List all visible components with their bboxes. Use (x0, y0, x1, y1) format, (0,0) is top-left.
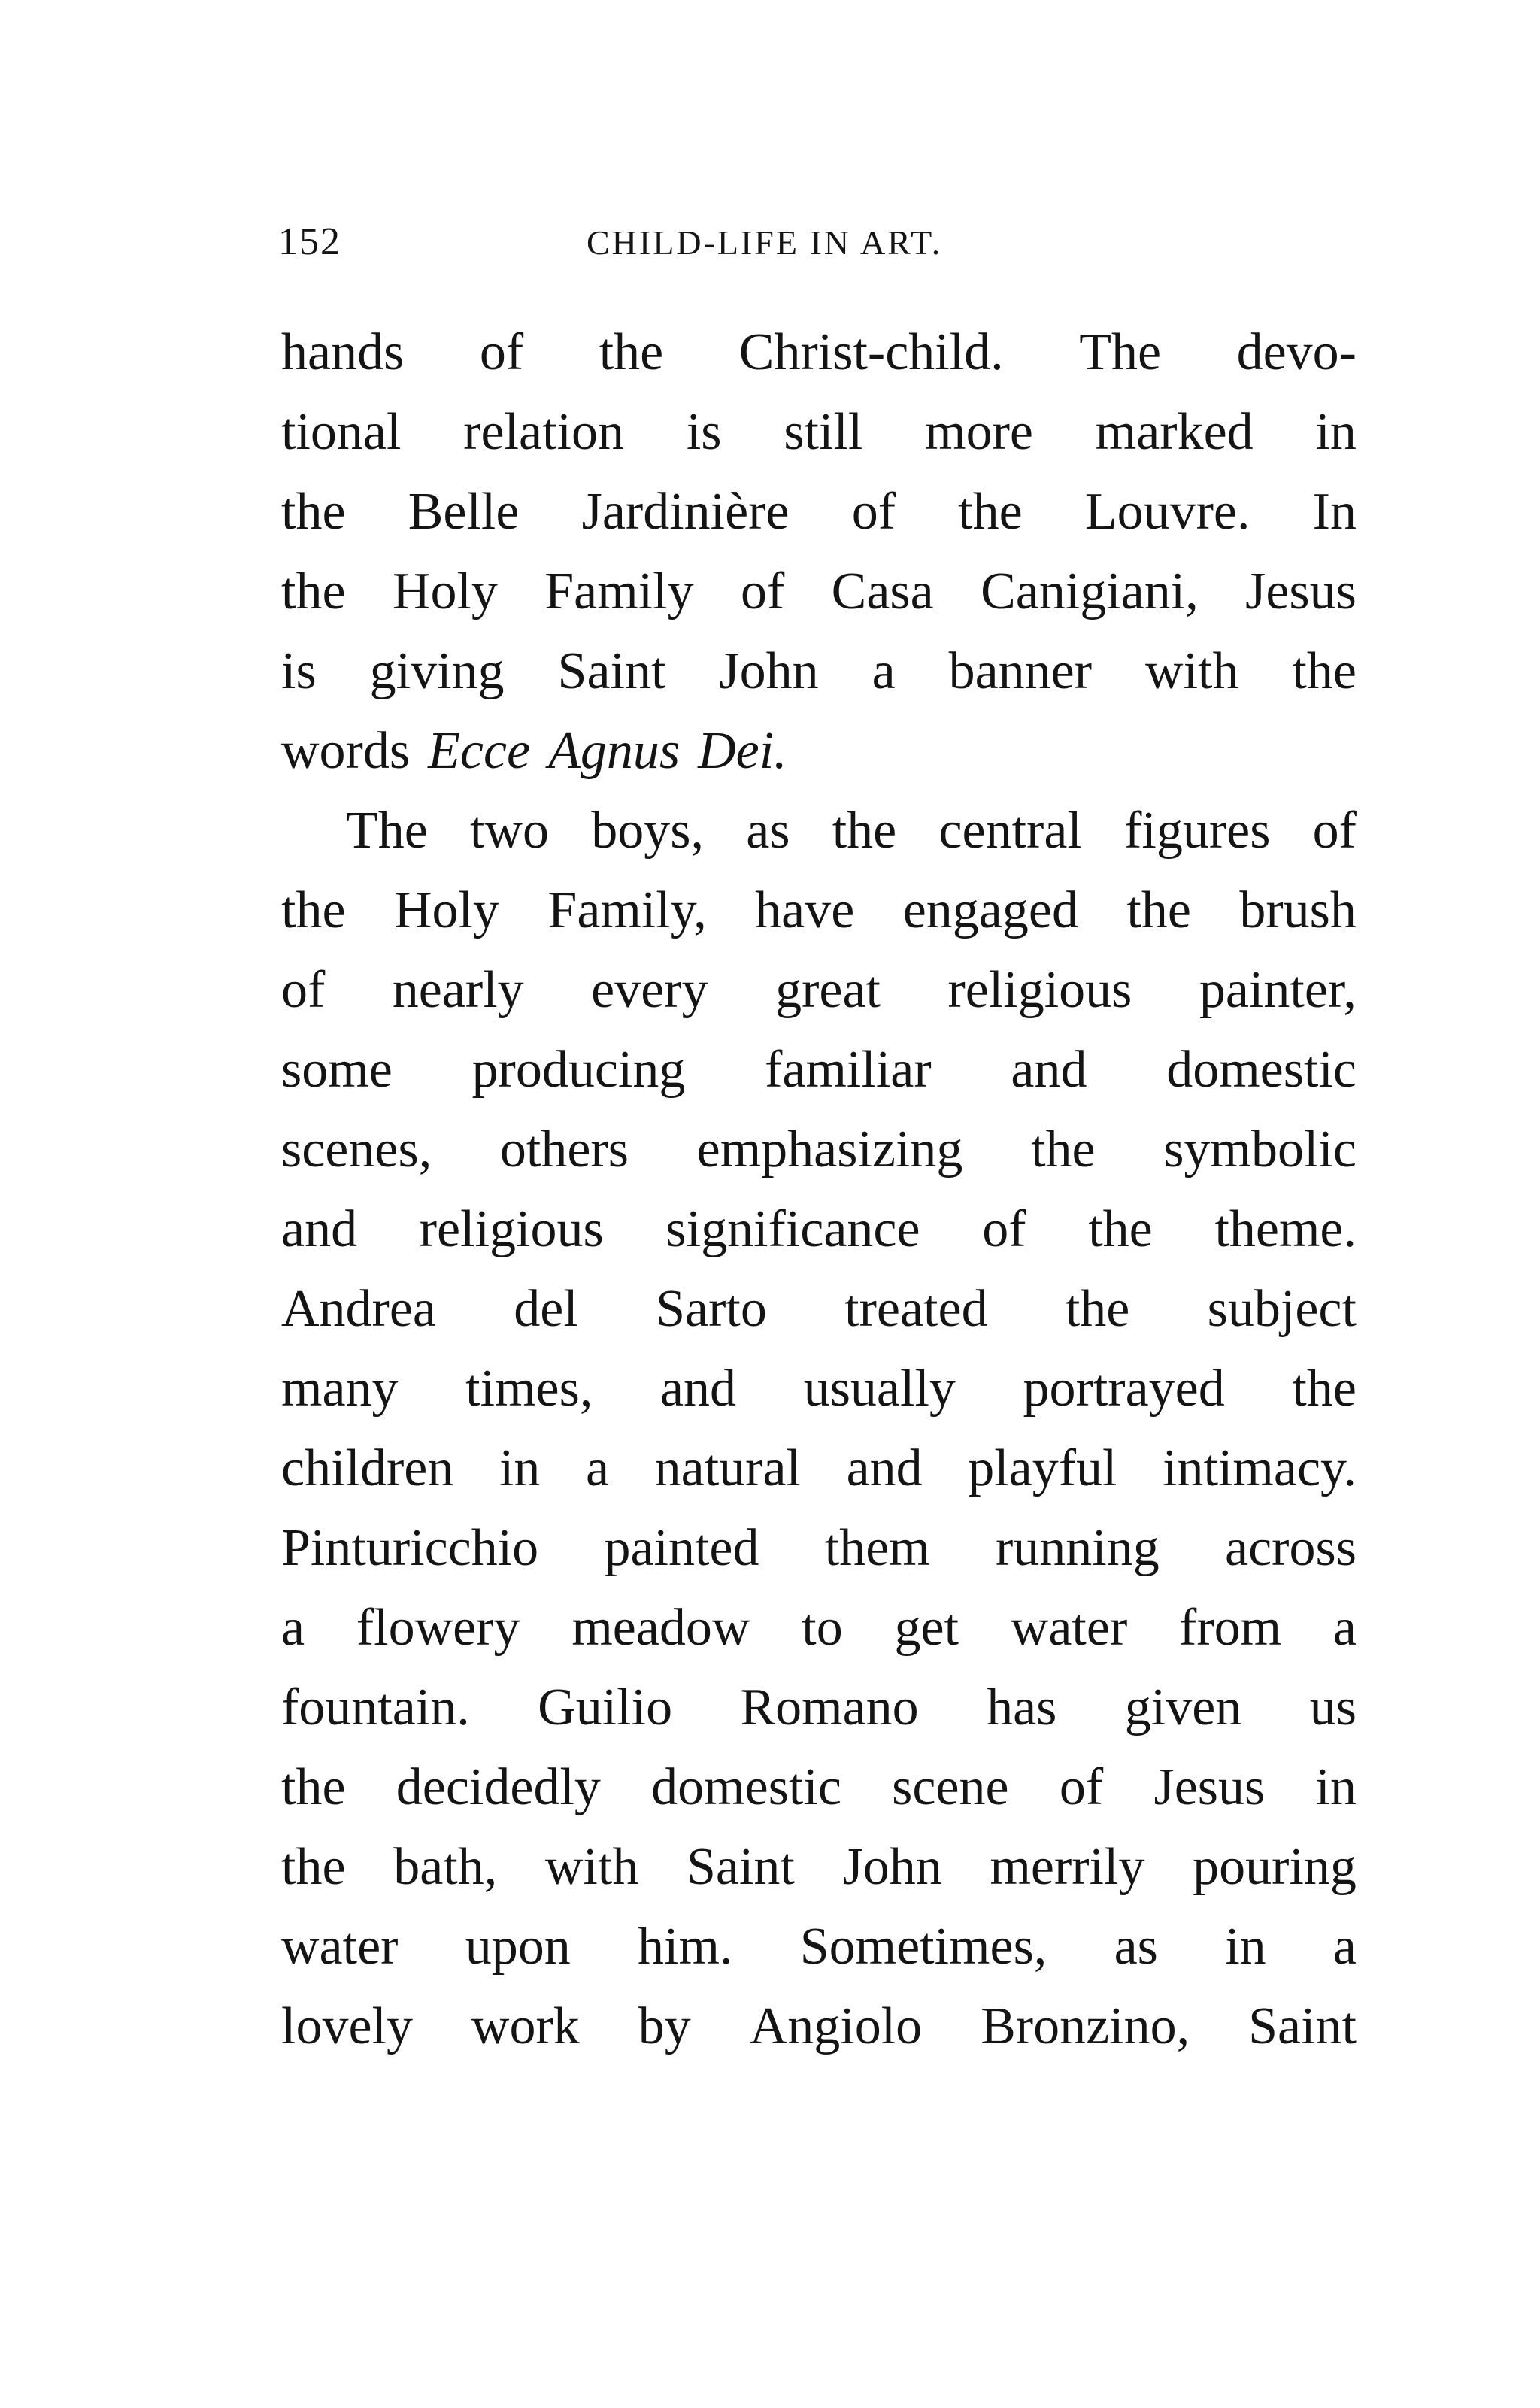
word: symbolic (1163, 1121, 1357, 1178)
word: the (281, 1838, 346, 1896)
word: the (1065, 1280, 1130, 1338)
word: flowery (356, 1599, 520, 1657)
word: merrily (990, 1838, 1145, 1896)
word: still (784, 403, 863, 461)
word: to (802, 1599, 843, 1657)
word: is (281, 642, 317, 700)
word: Andrea (281, 1280, 437, 1338)
word: words (281, 722, 411, 780)
word: across (1225, 1519, 1357, 1577)
word: the (958, 483, 1023, 541)
word: The (346, 802, 428, 860)
word: and (846, 1439, 923, 1497)
word: the (832, 802, 897, 860)
word: in (1315, 403, 1357, 461)
word: subject (1207, 1280, 1357, 1338)
word: Sometimes, (799, 1918, 1047, 1976)
word: Agnus (548, 722, 681, 780)
word: figures (1124, 802, 1271, 860)
word: marked (1095, 403, 1254, 461)
word: Family (544, 563, 694, 620)
text-line (281, 1030, 1357, 1110)
word: a (585, 1439, 610, 1497)
word: two (470, 802, 550, 860)
word: fountain. (281, 1679, 470, 1736)
text-line (281, 1827, 1357, 1907)
word: them (824, 1519, 930, 1577)
word: the (599, 323, 664, 381)
word: devo- (1236, 323, 1357, 381)
word: of (479, 323, 524, 381)
word: Christ-child. (738, 323, 1004, 381)
word: with (1145, 642, 1239, 700)
word: and (281, 1200, 358, 1258)
word: running (996, 1519, 1160, 1577)
word: John (842, 1838, 942, 1896)
word: him. (638, 1918, 733, 1976)
text-line (281, 1668, 1357, 1748)
word: given (1124, 1679, 1242, 1736)
word: Canigiani, (981, 563, 1199, 620)
word: work (471, 1997, 580, 2055)
text-line (281, 1509, 1357, 1588)
word: Jardinière (581, 483, 790, 541)
word: with (544, 1838, 639, 1896)
word: of (982, 1200, 1026, 1258)
text-line (281, 632, 1357, 711)
word: theme. (1214, 1200, 1357, 1258)
word: Jesus (1153, 1758, 1266, 1816)
word: the (1031, 1121, 1096, 1178)
word: Ecce (428, 722, 531, 780)
word: emphasizing (696, 1121, 963, 1178)
word: us (1309, 1679, 1357, 1736)
word: the (281, 1758, 346, 1816)
word: treated (844, 1280, 988, 1338)
word: get (894, 1599, 959, 1657)
word: religious (419, 1200, 604, 1258)
word: relation (463, 403, 625, 461)
word: decidedly (396, 1758, 601, 1816)
word: Pinturicchio (281, 1519, 539, 1577)
word: is (686, 403, 722, 461)
word: giving (369, 642, 505, 700)
word: Saint (1248, 1997, 1357, 2055)
word: the (1292, 1360, 1357, 1418)
word: more (925, 403, 1033, 461)
word: in (1315, 1758, 1357, 1816)
word: Family, (547, 881, 707, 939)
word: lovely (281, 1997, 413, 2055)
text-line (281, 1748, 1357, 1827)
text-line (281, 313, 1357, 393)
text-line (281, 552, 1357, 632)
word: tional (281, 403, 402, 461)
word: of (281, 961, 326, 1019)
word: In (1312, 483, 1357, 541)
word: in (499, 1439, 541, 1497)
word: Holy (393, 881, 499, 939)
word: as (746, 802, 790, 860)
running-title: CHILD-LIFE IN ART. (587, 223, 943, 262)
body-text (281, 313, 1357, 2067)
word: Jesus (1245, 563, 1357, 620)
word: great (775, 961, 881, 1019)
word: central (938, 802, 1082, 860)
word: intimacy. (1163, 1439, 1357, 1497)
word: has (987, 1679, 1057, 1736)
text-line (281, 1190, 1357, 1269)
text-line (281, 1907, 1357, 1987)
text-line (281, 393, 1357, 472)
word: and (659, 1360, 737, 1418)
word: domestic (651, 1758, 841, 1816)
word: brush (1239, 881, 1357, 939)
word: John (719, 642, 819, 700)
word: Guilio (538, 1679, 673, 1736)
word: of (1059, 1758, 1104, 1816)
word: water (1010, 1599, 1128, 1657)
word: the (1292, 642, 1357, 700)
word: water (281, 1918, 399, 1976)
word: Saint (686, 1838, 795, 1896)
word: times, (465, 1360, 593, 1418)
word: Holy (392, 563, 498, 620)
text-line (281, 951, 1357, 1030)
word: others (499, 1121, 629, 1178)
word: scene (892, 1758, 1009, 1816)
text-line (281, 1588, 1357, 1668)
word: scenes, (281, 1121, 432, 1178)
word: painted (604, 1519, 759, 1577)
word: of (740, 563, 785, 620)
word: the (1126, 881, 1191, 939)
word: Louvre. (1084, 483, 1250, 541)
word: the (281, 881, 346, 939)
word: a (1332, 1599, 1357, 1657)
word: from (1179, 1599, 1282, 1657)
word: as (1114, 1918, 1158, 1976)
word: portrayed (1023, 1360, 1225, 1418)
word: the (1088, 1200, 1153, 1258)
word: Dei. (698, 722, 787, 780)
word: some (281, 1041, 393, 1099)
word: Casa (831, 563, 934, 620)
word: many (281, 1360, 399, 1418)
word: engaged (902, 881, 1078, 939)
word: banner (948, 642, 1093, 700)
word: bath, (393, 1838, 498, 1896)
word: every (591, 961, 708, 1019)
word: Belle (408, 483, 520, 541)
word: in (1225, 1918, 1266, 1976)
word: producing (471, 1041, 686, 1099)
running-header (278, 220, 1361, 272)
text-line (281, 1429, 1357, 1509)
word: Bronzino, (981, 1997, 1190, 2055)
word: a (281, 1599, 305, 1657)
word: painter, (1199, 961, 1357, 1019)
word: Romano (740, 1679, 919, 1736)
text-line (281, 791, 1357, 871)
word: religious (947, 961, 1132, 1019)
text-line (281, 1349, 1357, 1429)
word: del (514, 1280, 578, 1338)
word: the (281, 563, 346, 620)
word: domestic (1166, 1041, 1357, 1099)
word: have (755, 881, 855, 939)
text-line (281, 871, 1357, 951)
text-line (281, 1110, 1357, 1190)
text-line (281, 711, 1357, 791)
word: Sarto (656, 1280, 767, 1338)
word: children (281, 1439, 454, 1497)
word: hands (281, 323, 405, 381)
word: the (281, 483, 346, 541)
text-line (281, 1269, 1357, 1349)
word: playful (968, 1439, 1117, 1497)
word: upon (465, 1918, 571, 1976)
word: The (1079, 323, 1162, 381)
text-line (281, 1987, 1357, 2067)
word: a (872, 642, 896, 700)
word: natural (654, 1439, 801, 1497)
page-number: 152 (278, 220, 341, 263)
word: usually (803, 1360, 956, 1418)
word: a (1332, 1918, 1357, 1976)
word: significance (665, 1200, 920, 1258)
word: of (1312, 802, 1357, 860)
word: meadow (571, 1599, 750, 1657)
text-line (281, 472, 1357, 552)
word: by (638, 1997, 691, 2055)
word: pouring (1193, 1838, 1357, 1896)
word: of (851, 483, 896, 541)
word: familiar (765, 1041, 932, 1099)
word: nearly (392, 961, 524, 1019)
word: and (1011, 1041, 1087, 1099)
word: Angiolo (749, 1997, 923, 2055)
word: boys, (591, 802, 704, 860)
word: Saint (557, 642, 666, 700)
